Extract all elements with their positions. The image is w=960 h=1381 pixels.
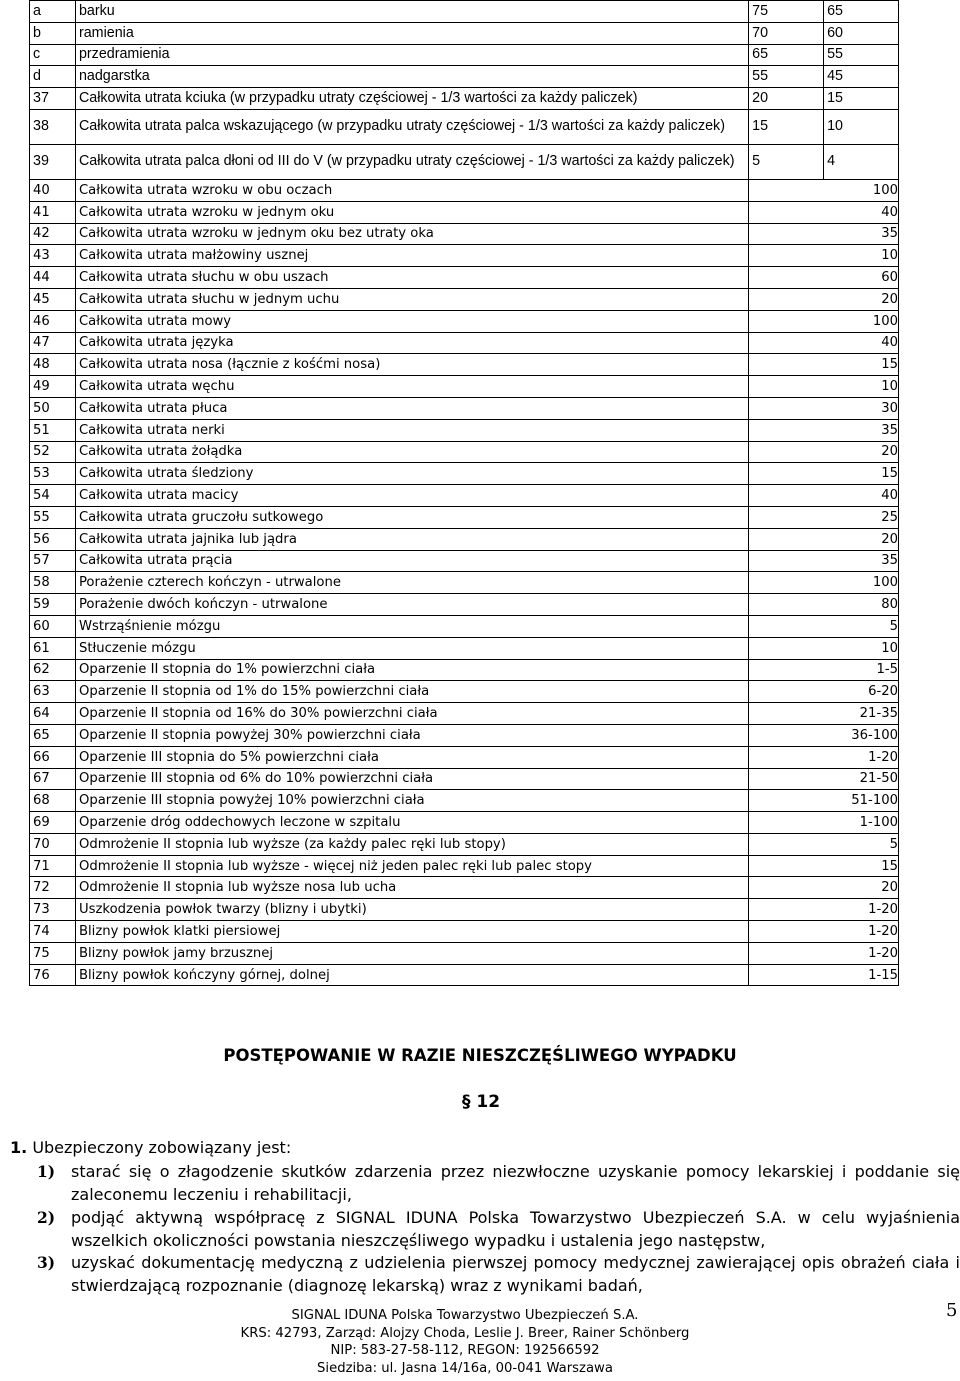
percentage-cell: 20 [749, 288, 899, 310]
table-row [30, 572, 899, 594]
table-row [30, 659, 899, 681]
percentage-cell: 15 [824, 88, 899, 110]
footer [0, 1307, 930, 1377]
description-cell: Całkowita utrata prącia [75, 550, 748, 572]
description-cell: Całkowita utrata wzroku w jednym oku [75, 201, 748, 223]
description-cell: barku [75, 1, 748, 23]
percentage-cell: 10 [749, 376, 899, 398]
table-row [30, 109, 899, 144]
table-row [30, 463, 899, 485]
table-row [30, 594, 899, 616]
percentage-cell: 1-5 [749, 659, 899, 681]
description-cell: Odmrożenie II stopnia lub wyższe (za każdy palec ręki lub stopy) [75, 833, 748, 855]
row-number-cell: 54 [30, 485, 76, 507]
table-row [30, 267, 899, 289]
row-number-cell: c [30, 44, 76, 66]
row-number-cell: 52 [30, 441, 76, 463]
description-cell: Całkowita utrata wzroku w obu oczach [75, 179, 748, 201]
description-cell: Oparzenie III stopnia do 5% powierzchni ciała [75, 746, 748, 768]
page-number: 5 [946, 1300, 958, 1321]
percentage-cell: 20 [749, 88, 824, 110]
table-row [30, 877, 899, 899]
description-cell: Całkowita utrata wzroku w jednym oku bez utraty oka [75, 223, 748, 245]
description-cell: Oparzenie III stopnia powyżej 10% powierzchni ciała [75, 790, 748, 812]
table-row [30, 637, 899, 659]
obligation-text: uzyskać dokumentację medyczną z udzielenia pierwszej pomocy medycznej zawierającej opis obrażeń ciała i stwierdzającą rozpoznanie (diagnozę lekarską) wraz z wynikami badań, [71, 1253, 960, 1295]
percentage-cell: 65 [749, 44, 824, 66]
row-number-cell: 46 [30, 310, 76, 332]
percentage-cell: 55 [824, 44, 899, 66]
table-row [30, 812, 899, 834]
table-row [30, 397, 899, 419]
percentage-cell: 30 [749, 397, 899, 419]
description-cell: przedramienia [75, 44, 748, 66]
description-cell: Oparzenie II stopnia do 1% powierzchni ciała [75, 659, 748, 681]
percentage-cell: 15 [749, 109, 824, 144]
row-number-cell: 72 [30, 877, 76, 899]
description-cell: Całkowita utrata mowy [75, 310, 748, 332]
row-number-cell: 66 [30, 746, 76, 768]
percentage-cell: 5 [749, 615, 899, 637]
obligation-item [37, 1160, 960, 1206]
table-row [30, 376, 899, 398]
percentage-cell: 40 [749, 332, 899, 354]
obligation-text: starać się o złagodzenie skutków zdarzenia przez niezwłoczne uzyskanie pomocy lekarskiej i poddanie się zaleconemu leczeniu i rehabilitacji, [71, 1162, 960, 1204]
percentage-cell: 60 [824, 22, 899, 44]
percentage-cell: 5 [749, 833, 899, 855]
row-number-cell: 65 [30, 724, 76, 746]
section-heading: POSTĘPOWANIE W RAZIE NIESZCZĘŚLIWEGO WYPADKU [223, 1046, 737, 1065]
percentage-cell: 15 [749, 354, 899, 376]
table-row [30, 528, 899, 550]
description-cell: Wstrząśnienie mózgu [75, 615, 748, 637]
row-number-cell: 48 [30, 354, 76, 376]
description-cell: Całkowita utrata języka [75, 332, 748, 354]
description-cell: Oparzenie II stopnia od 16% do 30% powierzchni ciała [75, 703, 748, 725]
row-number-cell: a [30, 1, 76, 23]
table-row [30, 88, 899, 110]
table-row [30, 964, 899, 986]
description-cell: Odmrożenie II stopnia lub wyższe nosa lub ucha [75, 877, 748, 899]
percentage-cell: 20 [749, 441, 899, 463]
table-row [30, 223, 899, 245]
percentage-cell: 21-50 [749, 768, 899, 790]
row-number-cell: 71 [30, 855, 76, 877]
percentage-cell: 51-100 [749, 790, 899, 812]
percentage-cell: 80 [749, 594, 899, 616]
description-cell: Stłuczenie mózgu [75, 637, 748, 659]
obligation-number: 2) [37, 1208, 56, 1227]
row-number-cell: 39 [30, 144, 76, 179]
row-number-cell: 45 [30, 288, 76, 310]
percentage-cell: 1-100 [749, 812, 899, 834]
footer-company: SIGNAL IDUNA Polska Towarzystwo Ubezpieczeń S.A. [291, 1308, 639, 1323]
percentage-cell: 100 [749, 310, 899, 332]
row-number-cell: 50 [30, 397, 76, 419]
percentage-cell: 65 [824, 1, 899, 23]
row-number-cell: 41 [30, 201, 76, 223]
row-number-cell: 49 [30, 376, 76, 398]
table-row [30, 833, 899, 855]
table-row [30, 201, 899, 223]
description-cell: Oparzenie dróg oddechowych leczone w szpitalu [75, 812, 748, 834]
percentage-cell: 35 [749, 419, 899, 441]
percentage-cell: 15 [749, 463, 899, 485]
row-number-cell: 73 [30, 899, 76, 921]
table-row [30, 22, 899, 44]
description-cell: Całkowita utrata kciuka (w przypadku utraty częściowej - 1/3 wartości za każdy paliczek) [75, 88, 748, 110]
percentage-cell: 6-20 [749, 681, 899, 703]
row-number-cell: 64 [30, 703, 76, 725]
percentage-cell: 35 [749, 223, 899, 245]
percentage-cell: 10 [824, 109, 899, 144]
percentage-cell: 60 [749, 267, 899, 289]
row-number-cell: 40 [30, 179, 76, 201]
section-number: 1. [10, 1138, 28, 1157]
percentage-cell: 40 [749, 201, 899, 223]
percentage-cell: 100 [749, 572, 899, 594]
description-cell: Odmrożenie II stopnia lub wyższe - więcej niż jeden palec ręki lub palec stopy [75, 855, 748, 877]
description-cell: Całkowita utrata nerki [75, 419, 748, 441]
description-cell: Oparzenie II stopnia od 1% do 15% powierzchni ciała [75, 681, 748, 703]
percentage-cell: 1-20 [749, 899, 899, 921]
table-row [30, 724, 899, 746]
description-cell: Blizny powłok kończyny górnej, dolnej [75, 964, 748, 986]
row-number-cell: 74 [30, 921, 76, 943]
description-cell: ramienia [75, 22, 748, 44]
table-row [30, 790, 899, 812]
percentage-cell: 20 [749, 528, 899, 550]
section-intro-text: Ubezpieczony zobowiązany jest: [32, 1138, 292, 1157]
description-cell: Całkowita utrata słuchu w jednym uchu [75, 288, 748, 310]
percentage-cell: 10 [749, 637, 899, 659]
footer-registry: KRS: 42793, Zarząd: Alojzy Choda, Leslie J. Breer, Rainer Schönberg [240, 1325, 690, 1341]
table-row [30, 746, 899, 768]
description-cell: Całkowita utrata małżowiny usznej [75, 245, 748, 267]
percentage-cell: 1-20 [749, 942, 899, 964]
percentage-cell: 45 [824, 66, 899, 88]
row-number-cell: 69 [30, 812, 76, 834]
table-row [30, 44, 899, 66]
table-row [30, 899, 899, 921]
table-row [30, 332, 899, 354]
percentage-cell: 1-20 [749, 746, 899, 768]
row-number-cell: 57 [30, 550, 76, 572]
table-row [30, 615, 899, 637]
table-row [30, 66, 899, 88]
row-number-cell: 37 [30, 88, 76, 110]
row-number-cell: 58 [30, 572, 76, 594]
obligation-number: 3) [37, 1253, 56, 1272]
description-cell: Całkowita utrata jajnika lub jądra [75, 528, 748, 550]
row-number-cell: 47 [30, 332, 76, 354]
row-number-cell: 75 [30, 942, 76, 964]
row-number-cell: 70 [30, 833, 76, 855]
percentage-cell: 1-20 [749, 921, 899, 943]
row-number-cell: 44 [30, 267, 76, 289]
percentage-cell: 35 [749, 550, 899, 572]
description-cell: Całkowita utrata płuca [75, 397, 748, 419]
footer-address: Siedziba: ul. Jasna 14/16a, 00-041 Warszawa [317, 1360, 613, 1376]
table-row [30, 310, 899, 332]
description-cell: Całkowita utrata słuchu w obu uszach [75, 267, 748, 289]
footer-tax: NIP: 583-27-58-112, REGON: 192566592 [330, 1343, 600, 1358]
obligation-text: podjąć aktywną współpracę z SIGNAL IDUNA Polska Towarzystwo Ubezpieczeń S.A. w celu wyjaśnienia wszelkich okoliczności powstania nieszczęśliwego wypadku i ustalenia jego następstw, [71, 1208, 960, 1250]
row-number-cell: 51 [30, 419, 76, 441]
description-cell: Całkowita utrata macicy [75, 485, 748, 507]
row-number-cell: 56 [30, 528, 76, 550]
obligation-item [37, 1251, 960, 1297]
row-number-cell: 68 [30, 790, 76, 812]
percentage-cell: 100 [749, 179, 899, 201]
description-cell: Blizny powłok jamy brzusznej [75, 942, 748, 964]
row-number-cell: b [30, 22, 76, 44]
percentage-cell: 40 [749, 485, 899, 507]
row-number-cell: 43 [30, 245, 76, 267]
table-row [30, 703, 899, 725]
table-row [30, 681, 899, 703]
row-number-cell: 42 [30, 223, 76, 245]
table-row [30, 354, 899, 376]
percentage-cell: 20 [749, 877, 899, 899]
row-number-cell: 55 [30, 506, 76, 528]
percentage-cell: 15 [749, 855, 899, 877]
percentage-cell: 70 [749, 22, 824, 44]
description-cell: Oparzenie II stopnia powyżej 30% powierzchni ciała [75, 724, 748, 746]
table-row [30, 441, 899, 463]
row-number-cell: 38 [30, 109, 76, 144]
description-cell: Porażenie dwóch kończyn - utrwalone [75, 594, 748, 616]
row-number-cell: 63 [30, 681, 76, 703]
row-number-cell: d [30, 66, 76, 88]
row-number-cell: 62 [30, 659, 76, 681]
table-row [30, 1, 899, 23]
table-row [30, 245, 899, 267]
description-cell: Całkowita utrata nosa (łącznie z kośćmi nosa) [75, 354, 748, 376]
description-cell: Całkowita utrata żołądka [75, 441, 748, 463]
description-cell: Blizny powłok klatki piersiowej [75, 921, 748, 943]
percentage-cell: 25 [749, 506, 899, 528]
table-row [30, 288, 899, 310]
obligation-item [37, 1206, 960, 1252]
percentage-cell: 21-35 [749, 703, 899, 725]
paragraph-mark: § 12 [462, 1092, 501, 1112]
table-row [30, 485, 899, 507]
description-cell: Porażenie czterech kończyn - utrwalone [75, 572, 748, 594]
percentage-cell: 4 [824, 144, 899, 179]
percentage-cell: 55 [749, 66, 824, 88]
table-row [30, 942, 899, 964]
table-row [30, 179, 899, 201]
row-number-cell: 59 [30, 594, 76, 616]
percentage-cell: 5 [749, 144, 824, 179]
table-row [30, 768, 899, 790]
obligation-number: 1) [37, 1162, 56, 1181]
percentage-cell: 10 [749, 245, 899, 267]
percentage-cell: 1-15 [749, 964, 899, 986]
description-cell: Oparzenie III stopnia od 6% do 10% powierzchni ciała [75, 768, 748, 790]
description-cell: Całkowita utrata palca dłoni od III do V (w przypadku utraty częściowej - 1/3 wartości za każdy paliczek) [75, 144, 748, 179]
description-cell: Całkowita utrata śledziony [75, 463, 748, 485]
description-cell: Uszkodzenia powłok twarzy (blizny i ubytki) [75, 899, 748, 921]
row-number-cell: 67 [30, 768, 76, 790]
row-number-cell: 53 [30, 463, 76, 485]
section-intro [10, 1138, 291, 1157]
percentage-cell: 75 [749, 1, 824, 23]
injury-percentage-table [29, 0, 899, 986]
description-cell: Całkowita utrata węchu [75, 376, 748, 398]
description-cell: Całkowita utrata gruczołu sutkowego [75, 506, 748, 528]
row-number-cell: 61 [30, 637, 76, 659]
table-row [30, 921, 899, 943]
table-row [30, 855, 899, 877]
table-row [30, 144, 899, 179]
row-number-cell: 76 [30, 964, 76, 986]
table-row [30, 506, 899, 528]
description-cell: Całkowita utrata palca wskazującego (w przypadku utraty częściowej - 1/3 wartości za każdy paliczek) [75, 109, 748, 144]
table-row [30, 419, 899, 441]
row-number-cell: 60 [30, 615, 76, 637]
description-cell: nadgarstka [75, 66, 748, 88]
table-row [30, 550, 899, 572]
percentage-cell: 36-100 [749, 724, 899, 746]
